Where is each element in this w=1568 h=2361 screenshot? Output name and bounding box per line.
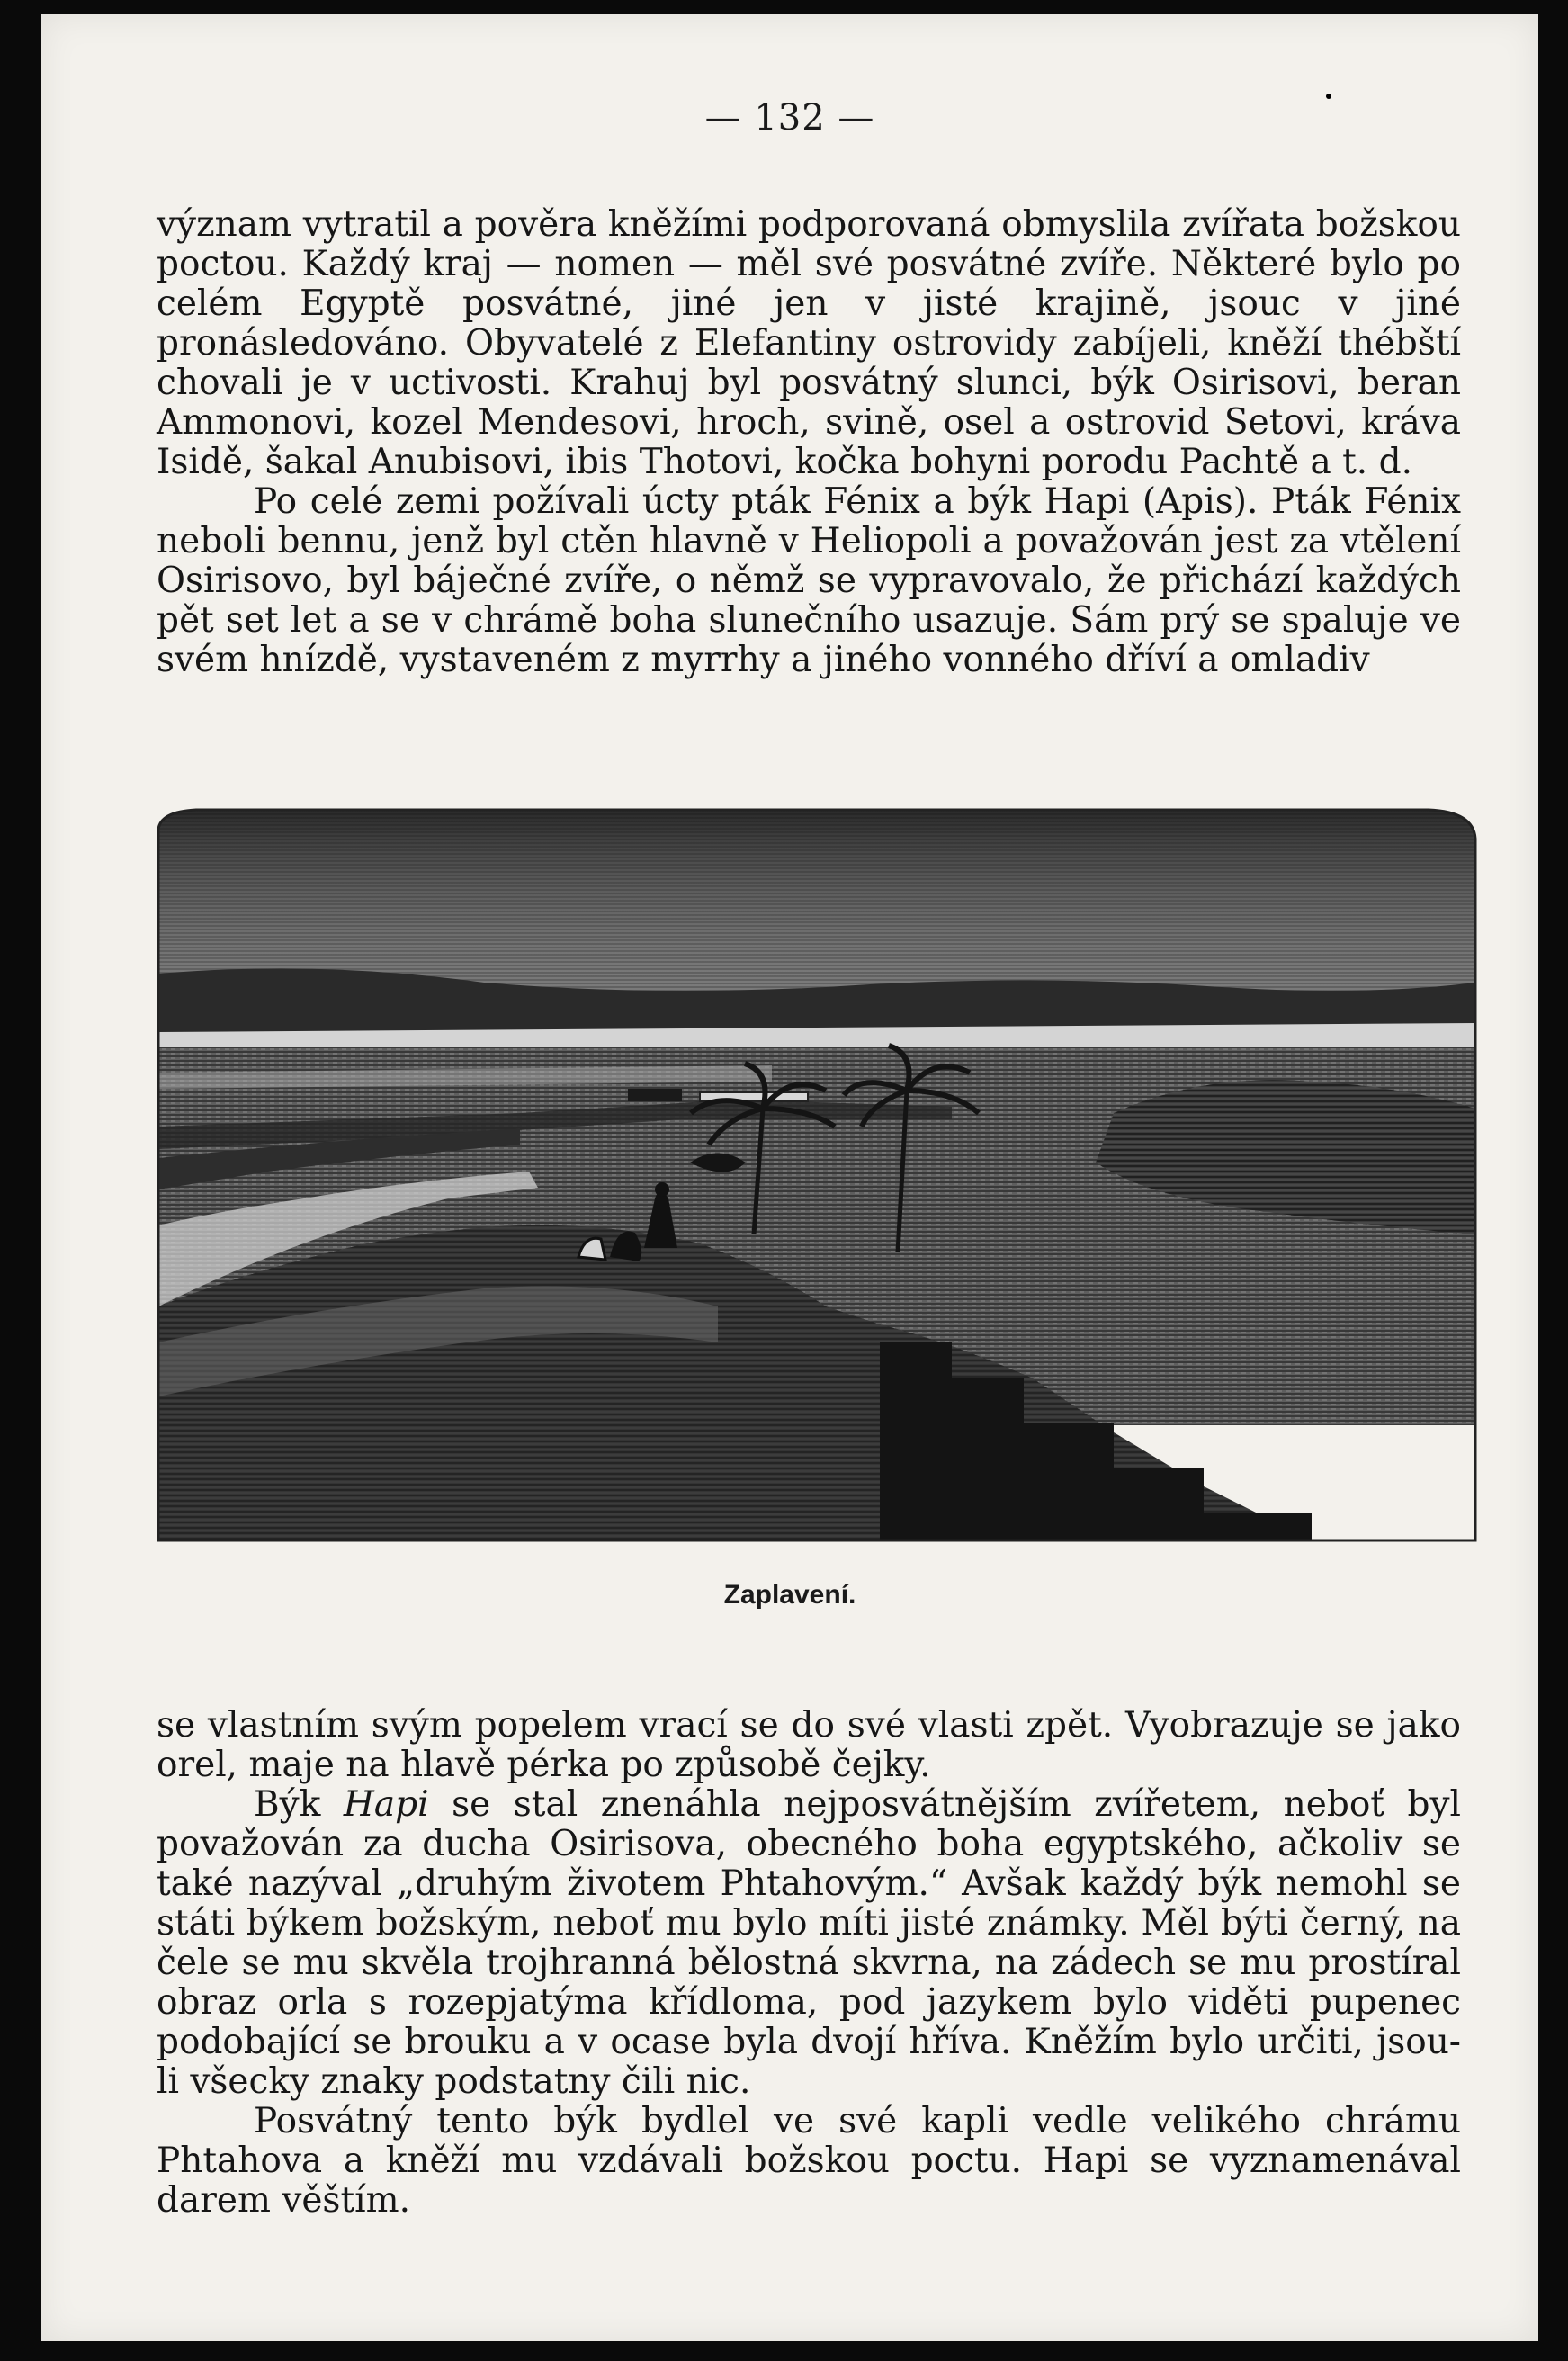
apis-rest: se stal znenáhla nejposvátnějším zvířetem, neboť byl považován za ducha Osirisova, obecného boha egyptského, ačkoliv se také nazýval „druhým životem Phtahovým.“ Avšak každý býk nemohl se státi býkem božským, neboť mu bylo míti jisté známky. Měl býti černý, na čele se mu skvěla trojhranná bělostná skvrna, na zádech se mu prostíral obraz orla s rozepjatýma křídloma, pod jazykem bylo viděti pupenec podobající se brouku a v ocase byla dvojí hříva. Kněžím bylo určiti, jsou-li všecky znaky podstatny čili nic.: [157, 1784, 1461, 2102]
flood-illustration: [142, 803, 1483, 1546]
figure-caption: Zaplavení.: [723, 1580, 856, 1610]
paragraph-apis: [157, 1785, 1461, 2102]
book-page: [41, 14, 1538, 2341]
page-number: — 132 —: [704, 97, 875, 139]
paragraph-phoenix-end: se vlastním svým popelem vrací se do své vlasti zpět. Vyobrazuje se jako orel, maje na hlavě pérka po způsobě čejky.: [157, 1705, 1461, 1785]
apis-lead: Býk: [254, 1784, 344, 1825]
paragraph-apis-chapel: Posvátný tento býk bydlel ve své kapli vedle velikého chrámu Phtahova a kněží mu vzdávali božskou poctu. Hapi se vyznamenával darem věštím.: [157, 2101, 1461, 2221]
apis-name: Hapi: [343, 1784, 429, 1825]
paragraph-sacred-animals: význam vytratil a pověra kněžími podporovaná obmyslila zvířata božskou poctou. Každý kraj — nomen — měl své posvátné zvíře. Některé bylo po celém Egyptě posvátné, jiné jen v jisté krajině, jsouc v jiné pronásledováno. Obyvatelé z Elefantiny ostrovidy zabíjeli, kněží thébští chovali je v uctivosti. Krahuj byl posvátný slunci, býk Osirisovi, beran Ammonovi, kozel Mendesovi, hroch, svině, osel a ostrovid Setovi, kráva Isidě, šakal Anubisovi, ibis Thotovi, kočka bohyni porodu Pachtě a t. d.: [157, 204, 1461, 482]
top-text-block: [157, 205, 1461, 680]
scan-speck: [1326, 94, 1331, 99]
paragraph-phoenix: Po celé zemi požívali úcty pták Fénix a býk Hapi (Apis). Pták Fénix neboli bennu, jenž byl ctěn hlavně v Heliopoli a považován jest za vtělení Osirisovo, byl báječné zvíře, o němž se vypravovalo, že přichází každých pět set let a se v chrámě boha slunečního usazuje. Sám prý se spaluje ve svém hnízdě, vystaveném z myrrhy a jiného vonného dříví a omladiv: [157, 481, 1461, 680]
engraving-flood-scene: [142, 803, 1483, 1546]
bottom-text-block: [157, 1706, 1461, 2221]
